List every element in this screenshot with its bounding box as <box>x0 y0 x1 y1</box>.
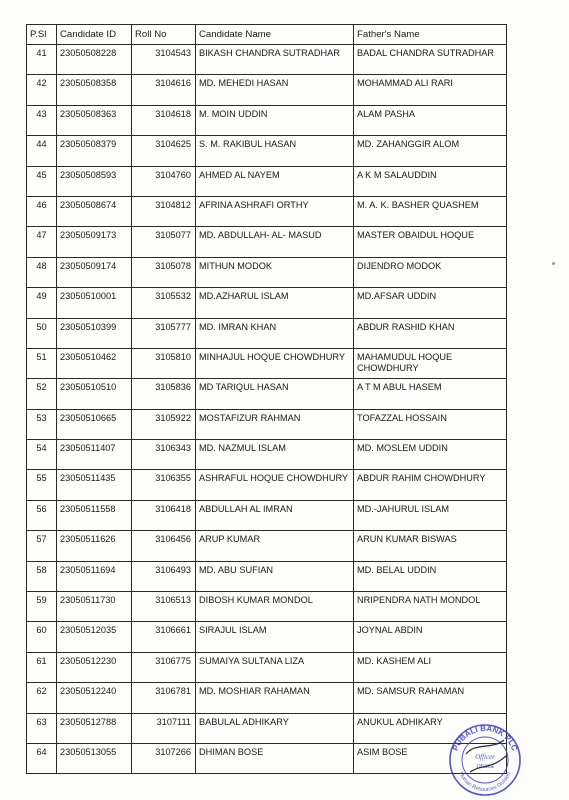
cell-candidate-name: MD. ABU SUFIAN <box>196 561 354 591</box>
cell-candidate-id: 23050511435 <box>57 470 132 500</box>
table-row <box>27 75 507 105</box>
cell-candidate-name: BIKASH CHANDRA SUTRADHAR <box>196 45 354 75</box>
cell-roll-no: 3106456 <box>132 531 196 561</box>
table-row <box>27 592 507 622</box>
cell-candidate-id: 23050511694 <box>57 561 132 591</box>
cell-candidate-name: MD. NAZMUL ISLAM <box>196 440 354 470</box>
cell-candidate-name: MD. IMRAN KHAN <box>196 318 354 348</box>
cell-roll-no: 3106493 <box>132 561 196 591</box>
cell-candidate-id: 23050508379 <box>57 136 132 166</box>
cell-psl: 57 <box>27 531 57 561</box>
cell-candidate-name: SUMAIYA SULTANA LIZA <box>196 652 354 682</box>
cell-fathers-name: M. A. K. BASHER QUASHEM <box>354 196 507 226</box>
cell-psl: 45 <box>27 166 57 196</box>
cell-psl: 59 <box>27 592 57 622</box>
cell-psl: 52 <box>27 379 57 409</box>
cell-candidate-name: S. M. RAKIBUL HASAN <box>196 136 354 166</box>
cell-psl: 51 <box>27 348 57 378</box>
cell-candidate-id: 23050512035 <box>57 622 132 652</box>
cell-roll-no: 3104618 <box>132 105 196 135</box>
cell-candidate-id: 23050512230 <box>57 652 132 682</box>
cell-roll-no: 3106781 <box>132 683 196 713</box>
cell-candidate-id: 23050508228 <box>57 45 132 75</box>
table-row <box>27 45 507 75</box>
table-row <box>27 288 507 318</box>
svg-text:Dhaka: Dhaka <box>476 764 494 770</box>
cell-candidate-name: AFRINA ASHRAFI ORTHY <box>196 196 354 226</box>
table-row <box>27 318 507 348</box>
paper-mark <box>552 262 555 265</box>
cell-candidate-id: 23050510399 <box>57 318 132 348</box>
cell-psl: 46 <box>27 196 57 226</box>
cell-candidate-id: 23050510462 <box>57 348 132 378</box>
cell-fathers-name: MD.-JAHURUL ISLAM <box>354 500 507 530</box>
cell-psl: 54 <box>27 440 57 470</box>
cell-psl: 56 <box>27 500 57 530</box>
cell-candidate-id: 23050512240 <box>57 683 132 713</box>
cell-fathers-name: MD. MOSLEM UDDIN <box>354 440 507 470</box>
cell-roll-no: 3106355 <box>132 470 196 500</box>
table-header-row <box>27 25 507 45</box>
cell-psl: 53 <box>27 409 57 439</box>
cell-candidate-id: 23050510510 <box>57 379 132 409</box>
cell-roll-no: 3107111 <box>132 713 196 743</box>
table-body <box>27 45 507 774</box>
cell-roll-no: 3105077 <box>132 227 196 257</box>
cell-candidate-name: DHIMAN BOSE <box>196 743 354 773</box>
cell-candidate-id: 23050508593 <box>57 166 132 196</box>
cell-candidate-id: 23050508358 <box>57 75 132 105</box>
cell-fathers-name: ANUKUL ADHIKARY <box>354 713 507 743</box>
cell-candidate-id: 23050508363 <box>57 105 132 135</box>
cell-psl: 41 <box>27 45 57 75</box>
cell-roll-no: 3104543 <box>132 45 196 75</box>
cell-roll-no: 3105810 <box>132 348 196 378</box>
cell-candidate-id: 23050508674 <box>57 196 132 226</box>
cell-psl: 49 <box>27 288 57 318</box>
cell-psl: 44 <box>27 136 57 166</box>
cell-candidate-name: MD.AZHARUL ISLAM <box>196 288 354 318</box>
table-row <box>27 166 507 196</box>
cell-fathers-name: ASIM BOSE <box>354 743 507 773</box>
cell-candidate-name: MINHAJUL HOQUE CHOWDHURY <box>196 348 354 378</box>
cell-roll-no: 3104812 <box>132 196 196 226</box>
cell-fathers-name: A T M ABUL HASEM <box>354 379 507 409</box>
cell-roll-no: 3104760 <box>132 166 196 196</box>
cell-candidate-name: MITHUN MODOK <box>196 257 354 287</box>
candidate-table <box>26 24 507 774</box>
cell-roll-no: 3105922 <box>132 409 196 439</box>
cell-roll-no: 3106775 <box>132 652 196 682</box>
cell-fathers-name: JOYNAL ABDIN <box>354 622 507 652</box>
cell-fathers-name: MOHAMMAD ALI RARI <box>354 75 507 105</box>
table-row <box>27 136 507 166</box>
cell-candidate-id: 23050511626 <box>57 531 132 561</box>
cell-candidate-name: SIRAJUL ISLAM <box>196 622 354 652</box>
table-row <box>27 227 507 257</box>
header-candidate-name: Candidate Name <box>196 25 354 45</box>
cell-psl: 48 <box>27 257 57 287</box>
cell-candidate-id: 23050511730 <box>57 592 132 622</box>
cell-fathers-name: MD. ZAHANGGIR ALOM <box>354 136 507 166</box>
bank-seal-stamp <box>446 720 524 798</box>
cell-fathers-name: MD. SAMSUR RAHAMAN <box>354 683 507 713</box>
cell-candidate-name: MD. MOSHIAR RAHAMAN <box>196 683 354 713</box>
cell-psl: 63 <box>27 713 57 743</box>
cell-fathers-name: MASTER OBAIDUL HOQUE <box>354 227 507 257</box>
cell-candidate-id: 23050511407 <box>57 440 132 470</box>
svg-text:Officer: Officer <box>475 753 495 761</box>
cell-roll-no: 3106513 <box>132 592 196 622</box>
cell-roll-no: 3105078 <box>132 257 196 287</box>
cell-candidate-id: 23050509173 <box>57 227 132 257</box>
cell-psl: 47 <box>27 227 57 257</box>
cell-candidate-id: 23050509174 <box>57 257 132 287</box>
cell-fathers-name: MD. KASHEM ALI <box>354 652 507 682</box>
cell-psl: 62 <box>27 683 57 713</box>
cell-roll-no: 3104625 <box>132 136 196 166</box>
table-row <box>27 743 507 773</box>
header-roll-no: Roll No <box>132 25 196 45</box>
cell-roll-no: 3105836 <box>132 379 196 409</box>
table-row <box>27 683 507 713</box>
cell-fathers-name: ARUN KUMAR BISWAS <box>354 531 507 561</box>
table-row <box>27 561 507 591</box>
table-row <box>27 348 507 378</box>
cell-candidate-name: AHMED AL NAYEM <box>196 166 354 196</box>
cell-candidate-name: MD TARIQUL HASAN <box>196 379 354 409</box>
table-row <box>27 713 507 743</box>
cell-fathers-name: ALAM PASHA <box>354 105 507 135</box>
cell-roll-no: 3106418 <box>132 500 196 530</box>
svg-text:PUBALI BANK PLC: PUBALI BANK PLC <box>450 723 520 753</box>
cell-psl: 55 <box>27 470 57 500</box>
table-row <box>27 409 507 439</box>
cell-candidate-name: ARUP KUMAR <box>196 531 354 561</box>
cell-candidate-name: MOSTAFIZUR RAHMAN <box>196 409 354 439</box>
cell-psl: 64 <box>27 743 57 773</box>
cell-roll-no: 3104616 <box>132 75 196 105</box>
cell-fathers-name: TOFAZZAL HOSSAIN <box>354 409 507 439</box>
table-row <box>27 105 507 135</box>
header-fathers-name: Father's Name <box>354 25 507 45</box>
cell-candidate-name: ASHRAFUL HOQUE CHOWDHURY <box>196 470 354 500</box>
table-row <box>27 531 507 561</box>
cell-roll-no: 3106343 <box>132 440 196 470</box>
cell-candidate-name: DIBOSH KUMAR MONDOL <box>196 592 354 622</box>
cell-roll-no: 3107266 <box>132 743 196 773</box>
cell-candidate-name: MD. ABDULLAH- AL- MASUD <box>196 227 354 257</box>
table-row <box>27 622 507 652</box>
cell-psl: 50 <box>27 318 57 348</box>
table-row <box>27 379 507 409</box>
header-psl: P.Sl <box>27 25 57 45</box>
cell-candidate-id: 23050511558 <box>57 500 132 530</box>
cell-candidate-id: 23050510665 <box>57 409 132 439</box>
cell-psl: 61 <box>27 652 57 682</box>
svg-text:Human Resources Division: Human Resources Division <box>457 771 513 794</box>
cell-fathers-name: ABDUR RAHIM CHOWDHURY <box>354 470 507 500</box>
cell-fathers-name: A K M SALAUDDIN <box>354 166 507 196</box>
cell-candidate-id: 23050513055 <box>57 743 132 773</box>
table-row <box>27 470 507 500</box>
table-row <box>27 652 507 682</box>
cell-fathers-name: BADAL CHANDRA SUTRADHAR <box>354 45 507 75</box>
cell-psl: 42 <box>27 75 57 105</box>
header-candidate-id: Candidate ID <box>57 25 132 45</box>
cell-roll-no: 3106661 <box>132 622 196 652</box>
cell-candidate-id: 23050512788 <box>57 713 132 743</box>
cell-fathers-name: DIJENDRO MODOK <box>354 257 507 287</box>
cell-psl: 58 <box>27 561 57 591</box>
cell-fathers-name: NRIPENDRA NATH MONDOL <box>354 592 507 622</box>
cell-candidate-name: BABULAL ADHIKARY <box>196 713 354 743</box>
cell-candidate-id: 23050510001 <box>57 288 132 318</box>
cell-psl: 60 <box>27 622 57 652</box>
cell-roll-no: 3105532 <box>132 288 196 318</box>
table-row <box>27 196 507 226</box>
cell-roll-no: 3105777 <box>132 318 196 348</box>
table-row <box>27 257 507 287</box>
cell-fathers-name: MD.AFSAR UDDIN <box>354 288 507 318</box>
cell-fathers-name: MAHAMUDUL HOQUE CHOWDHURY <box>354 348 507 378</box>
cell-candidate-name: MD. MEHEDI HASAN <box>196 75 354 105</box>
cell-candidate-name: ABDULLAH AL IMRAN <box>196 500 354 530</box>
cell-psl: 43 <box>27 105 57 135</box>
cell-fathers-name: MD. BELAL UDDIN <box>354 561 507 591</box>
cell-candidate-name: M. MOIN UDDIN <box>196 105 354 135</box>
table-row <box>27 440 507 470</box>
table-row <box>27 500 507 530</box>
cell-fathers-name: ABDUR RASHID KHAN <box>354 318 507 348</box>
